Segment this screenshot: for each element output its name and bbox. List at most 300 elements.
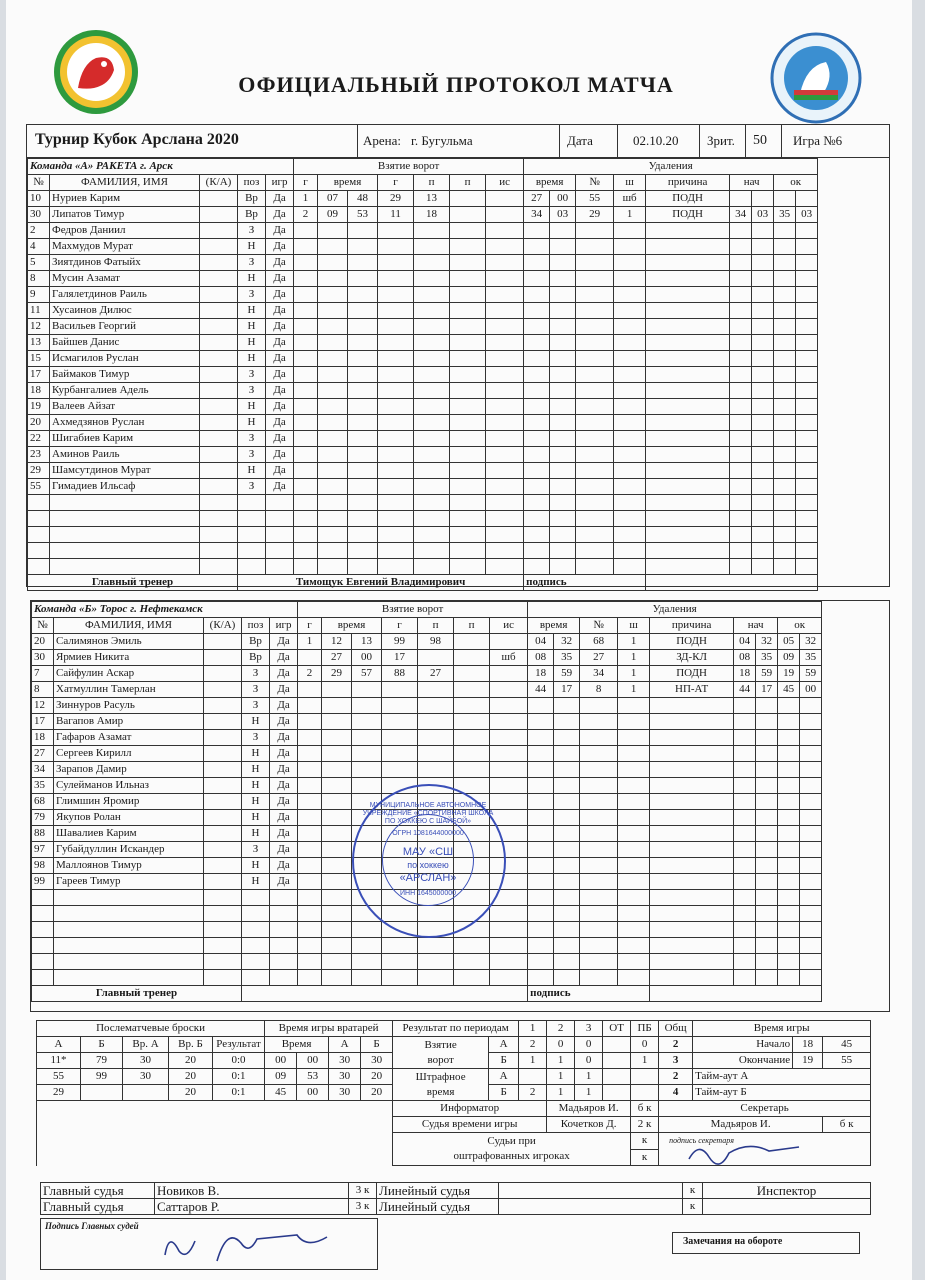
player-position: З xyxy=(242,666,270,682)
penalty-minutes xyxy=(614,511,646,527)
linesman-label-1: Линейный судья xyxy=(377,1183,499,1199)
penalty-minutes xyxy=(618,794,650,810)
goal-scorer xyxy=(378,479,414,495)
table-row xyxy=(28,319,818,335)
player-position: З xyxy=(238,223,266,239)
goal-situation xyxy=(490,778,528,794)
player-played: Да xyxy=(270,778,298,794)
table-row xyxy=(28,271,818,287)
penalty-end-sec xyxy=(800,762,822,778)
penalty-second xyxy=(554,890,580,906)
goal-assist-2 xyxy=(454,650,490,666)
penalty-end-min: 35 xyxy=(774,207,796,223)
table-row xyxy=(28,447,818,463)
periods-header: Результат по периодам xyxy=(393,1021,519,1037)
table-row xyxy=(28,255,818,271)
table-row xyxy=(28,207,818,223)
player-number: 15 xyxy=(28,351,50,367)
penalty-minutes: 1 xyxy=(618,634,650,650)
goal-assist-1 xyxy=(418,954,454,970)
table-row xyxy=(28,351,818,367)
col-captain: (К/А) xyxy=(200,175,238,191)
summary-section xyxy=(36,1020,870,1176)
penalty-start-sec xyxy=(756,794,778,810)
player-name: Зиятдинов Фатыйх xyxy=(50,255,200,271)
goal-number xyxy=(298,938,322,954)
penalty-end-min xyxy=(774,447,796,463)
player-name: Хусаинов Дилюс xyxy=(50,303,200,319)
goal-assist-2 xyxy=(454,938,490,954)
penalty-end-min xyxy=(778,762,800,778)
penalty-minutes xyxy=(614,415,646,431)
penalty-minute xyxy=(528,810,554,826)
penalty-end-min xyxy=(774,431,796,447)
penalty-start-sec xyxy=(752,431,774,447)
table-row xyxy=(28,223,818,239)
penalty-player xyxy=(576,335,614,351)
goal-situation xyxy=(490,970,528,986)
player-position: З xyxy=(242,842,270,858)
goal-situation xyxy=(486,463,524,479)
goal-scorer xyxy=(382,954,418,970)
goal-assist-2 xyxy=(454,746,490,762)
remarks-box xyxy=(672,1232,860,1254)
penalty-start-sec: 17 xyxy=(756,682,778,698)
penalty-end-min xyxy=(778,858,800,874)
penalty-player xyxy=(580,746,618,762)
penalty-end-min xyxy=(778,970,800,986)
penalty-minutes xyxy=(618,922,650,938)
player-played: Да xyxy=(270,842,298,858)
goalie-b: 20 xyxy=(361,1085,393,1101)
player-captain xyxy=(200,527,238,543)
player-captain xyxy=(204,730,242,746)
penalty-second: 59 xyxy=(554,666,580,682)
player-position: Н xyxy=(238,335,266,351)
penalty-start-min: 04 xyxy=(734,634,756,650)
penalty-second xyxy=(550,495,576,511)
penalty-end-sec: 00 xyxy=(800,682,822,698)
goalie-time-header: Время игры вратарей xyxy=(265,1021,393,1037)
start-label: Начало xyxy=(693,1037,793,1053)
penalty-end-sec xyxy=(800,890,822,906)
penalty-reason: НП-АТ xyxy=(650,682,734,698)
goal-second xyxy=(348,271,378,287)
col-position: поз xyxy=(242,618,270,634)
penalty-start-min xyxy=(730,335,752,351)
player-played xyxy=(270,922,298,938)
penalty-minute xyxy=(528,730,554,746)
penalty-second xyxy=(550,255,576,271)
penalty-minutes xyxy=(618,954,650,970)
player-played xyxy=(266,559,294,575)
goal-assist-2 xyxy=(450,415,486,431)
penalty-reason xyxy=(650,858,734,874)
player-position xyxy=(242,922,270,938)
player-captain xyxy=(200,239,238,255)
penalty-player xyxy=(576,415,614,431)
goal-second xyxy=(348,463,378,479)
penalty-minutes xyxy=(614,271,646,287)
stamp-center-3: «АРСЛАН» xyxy=(399,872,457,884)
player-played: Да xyxy=(270,650,298,666)
penalty-end-sec xyxy=(800,954,822,970)
penalty-minute xyxy=(528,970,554,986)
goal-minute xyxy=(322,970,352,986)
player-number: 34 xyxy=(32,762,54,778)
penalty-player xyxy=(576,399,614,415)
goal-second xyxy=(348,223,378,239)
penalty-minute xyxy=(524,559,550,575)
penalty-start-sec xyxy=(752,463,774,479)
goal-scorer xyxy=(378,239,414,255)
penalty-start-sec xyxy=(756,842,778,858)
player-number: 22 xyxy=(28,431,50,447)
penalty-start-sec xyxy=(752,511,774,527)
player-position: З xyxy=(238,479,266,495)
goal-minute: 12 xyxy=(322,634,352,650)
penalty-end-sec: 59 xyxy=(800,666,822,682)
penalty-start-min xyxy=(730,367,752,383)
penalty-second xyxy=(550,367,576,383)
shootout-ga: 30 xyxy=(123,1053,169,1069)
goal-second xyxy=(348,543,378,559)
col-name: ФАМИЛИЯ, ИМЯ xyxy=(54,618,204,634)
penalty-start-min xyxy=(730,255,752,271)
penalty-second xyxy=(554,954,580,970)
goalie-col-a: А xyxy=(329,1037,361,1053)
player-captain xyxy=(200,255,238,271)
player-name: Хатмуллин Тамерлан xyxy=(54,682,204,698)
goal-minute xyxy=(322,858,352,874)
player-position: Н xyxy=(238,303,266,319)
secretary-name: Мадьяров И. xyxy=(659,1117,823,1133)
col-number: № xyxy=(32,618,54,634)
player-name: Исмагилов Руслан xyxy=(50,351,200,367)
goal-assist-2 xyxy=(454,954,490,970)
player-name xyxy=(50,527,200,543)
goal-number xyxy=(298,794,322,810)
penalty-reason: ПОДН xyxy=(650,666,734,682)
penalty-second xyxy=(550,479,576,495)
player-name xyxy=(50,511,200,527)
player-name: Аминов Раиль xyxy=(50,447,200,463)
penalty-minutes: 1 xyxy=(618,666,650,682)
penalty-start-min xyxy=(734,698,756,714)
penalty-reason xyxy=(646,559,730,575)
penalty-minute xyxy=(528,714,554,730)
end-hour: 19 xyxy=(793,1053,823,1069)
goal-assist-2 xyxy=(450,255,486,271)
penalty-second xyxy=(550,335,576,351)
goal-minute xyxy=(322,682,352,698)
player-number: 12 xyxy=(32,698,54,714)
penalty-second: 00 xyxy=(550,191,576,207)
penalty-player xyxy=(576,255,614,271)
penalty-start-min xyxy=(734,874,756,890)
goal-scorer xyxy=(378,399,414,415)
goal-number xyxy=(298,810,322,826)
penalty-start-sec xyxy=(752,495,774,511)
goal-minute xyxy=(322,922,352,938)
penalty-player xyxy=(580,810,618,826)
penalty-end-sec xyxy=(796,543,818,559)
penalty-reason xyxy=(650,730,734,746)
table-row xyxy=(28,495,818,511)
player-position xyxy=(238,559,266,575)
player-position xyxy=(238,527,266,543)
penalty-end-min xyxy=(778,938,800,954)
period-3-header: 3 xyxy=(575,1021,603,1037)
player-name: Махмудов Мурат xyxy=(50,239,200,255)
goal-scorer xyxy=(382,682,418,698)
organization-stamp xyxy=(352,784,506,938)
penalty-reason xyxy=(650,906,734,922)
player-name: Сайфулин Аскар xyxy=(54,666,204,682)
penalty-end-sec xyxy=(796,223,818,239)
penalty-reason xyxy=(650,698,734,714)
goal-assist-1 xyxy=(414,383,450,399)
penalty-second xyxy=(554,778,580,794)
goal-minute xyxy=(322,810,352,826)
col-goal-time: время xyxy=(318,175,378,191)
goal-assist-2 xyxy=(450,239,486,255)
penalty-start-sec xyxy=(756,874,778,890)
goal-minute xyxy=(318,479,348,495)
goalie-min: 00 xyxy=(265,1053,297,1069)
goal-assist-2 xyxy=(450,383,486,399)
shootout-gb: 20 xyxy=(169,1053,213,1069)
goal-second xyxy=(348,399,378,415)
penalty-minutes xyxy=(614,447,646,463)
table-row xyxy=(28,479,818,495)
col-penalty-end: ок xyxy=(774,175,818,191)
penalty-end-min xyxy=(774,255,796,271)
player-captain xyxy=(200,367,238,383)
penalty-reason xyxy=(650,938,734,954)
goal-minute xyxy=(318,319,348,335)
tatarstan-emblem-icon xyxy=(52,28,140,116)
goal-situation xyxy=(490,730,528,746)
goal-assist-2 xyxy=(454,714,490,730)
shootout-result: 0:0 xyxy=(213,1053,265,1069)
penalty-end-min xyxy=(778,906,800,922)
penalty-end-sec xyxy=(796,447,818,463)
goal-number xyxy=(298,650,322,666)
player-played: Да xyxy=(266,351,294,367)
penalty-player xyxy=(576,223,614,239)
player-number xyxy=(32,970,54,986)
penalty-start-sec xyxy=(756,906,778,922)
penalty-second xyxy=(554,922,580,938)
penalty-end-min xyxy=(778,714,800,730)
player-number: 10 xyxy=(28,191,50,207)
pim-a-pb xyxy=(631,1069,659,1085)
player-name: Шавалиев Карим xyxy=(54,826,204,842)
goal-number xyxy=(298,922,322,938)
goal-situation xyxy=(486,271,524,287)
goal-second xyxy=(348,495,378,511)
team-a-sign-label: подпись xyxy=(524,575,646,591)
goal-number: 1 xyxy=(298,634,322,650)
game-number: Игра №6 xyxy=(793,133,843,148)
goal-scorer xyxy=(378,223,414,239)
goal-scorer xyxy=(378,335,414,351)
goal-minute: 29 xyxy=(322,666,352,682)
player-number: 35 xyxy=(32,778,54,794)
goalie-sec: 00 xyxy=(297,1053,329,1069)
player-captain xyxy=(204,858,242,874)
table-row xyxy=(32,746,822,762)
penalty-reason xyxy=(646,463,730,479)
pim-team-a: А xyxy=(489,1069,519,1085)
table-row xyxy=(28,239,818,255)
player-number xyxy=(32,922,54,938)
penalty-minutes xyxy=(618,730,650,746)
penalty-start-min xyxy=(730,495,752,511)
goal-assist-2 xyxy=(450,351,486,367)
period-2-header: 2 xyxy=(547,1021,575,1037)
goal-situation xyxy=(486,399,524,415)
penalty-end-min: 19 xyxy=(778,666,800,682)
penalty-second xyxy=(550,303,576,319)
goal-second xyxy=(352,698,382,714)
player-number: 5 xyxy=(28,255,50,271)
penalty-end-min xyxy=(774,543,796,559)
penalty-start-min xyxy=(730,559,752,575)
goal-scorer xyxy=(378,463,414,479)
player-name: Ярмиев Никита xyxy=(54,650,204,666)
penalty-player xyxy=(580,858,618,874)
goals-b-total: 3 xyxy=(659,1053,693,1069)
penalty-reason xyxy=(650,826,734,842)
penalty-player xyxy=(580,970,618,986)
arena-value: г. Бугульма xyxy=(411,133,473,148)
goal-number xyxy=(298,954,322,970)
player-name: Байшев Данис xyxy=(50,335,200,351)
penalty-end-min xyxy=(778,954,800,970)
col-penalty-reason: причина xyxy=(646,175,730,191)
goal-minute xyxy=(318,223,348,239)
goalie-col-time: Время xyxy=(265,1037,329,1053)
goal-second: 00 xyxy=(352,650,382,666)
player-name xyxy=(54,906,204,922)
penalty-start-sec: 59 xyxy=(756,666,778,682)
player-position xyxy=(238,511,266,527)
penalty-start-min xyxy=(734,938,756,954)
penalty-minutes xyxy=(618,714,650,730)
penalty-end-sec xyxy=(800,746,822,762)
penalty-player xyxy=(580,938,618,954)
penalty-player: 8 xyxy=(580,682,618,698)
player-captain xyxy=(200,287,238,303)
penalty-minute xyxy=(524,415,550,431)
goal-number: 1 xyxy=(294,191,318,207)
player-captain xyxy=(204,746,242,762)
goal-assist-1 xyxy=(414,367,450,383)
penalty-start-sec xyxy=(752,479,774,495)
penalty-minute xyxy=(528,954,554,970)
goal-number xyxy=(294,463,318,479)
goal-assist-1: 13 xyxy=(414,191,450,207)
penalty-start-min xyxy=(734,810,756,826)
goalie-col-b: Б xyxy=(361,1037,393,1053)
goal-scorer: 17 xyxy=(382,650,418,666)
penalty-end-sec xyxy=(796,303,818,319)
penalty-end-sec xyxy=(800,794,822,810)
goal-assist-2 xyxy=(450,399,486,415)
goal-minute xyxy=(318,367,348,383)
col-goal-number: г xyxy=(298,618,322,634)
pim-b-pb xyxy=(631,1085,659,1101)
informator-cat: б к xyxy=(631,1101,659,1117)
goals-b-pb: 1 xyxy=(631,1053,659,1069)
goal-number xyxy=(294,367,318,383)
penalty-minutes xyxy=(614,559,646,575)
goal-minute xyxy=(322,698,352,714)
goal-assist-2 xyxy=(450,271,486,287)
goal-situation xyxy=(490,714,528,730)
penalty-reason xyxy=(646,527,730,543)
penalty-end-sec xyxy=(796,319,818,335)
head-ref-signature-marks xyxy=(157,1221,357,1267)
penalty-minutes xyxy=(614,335,646,351)
penalty-player: 27 xyxy=(580,650,618,666)
date-value: 02.10.20 xyxy=(633,133,679,148)
player-name: Шигабиев Карим xyxy=(50,431,200,447)
penalty-end-sec xyxy=(796,495,818,511)
table-row xyxy=(32,970,822,986)
penalty-start-sec: 35 xyxy=(756,650,778,666)
pim-team-b: Б xyxy=(489,1085,519,1101)
goal-second xyxy=(348,383,378,399)
penalty-minutes xyxy=(618,826,650,842)
goal-scorer xyxy=(382,730,418,746)
col-penalty-player: № xyxy=(580,618,618,634)
penalty-end-sec xyxy=(796,383,818,399)
goal-assist-2 xyxy=(454,730,490,746)
table-row xyxy=(28,335,818,351)
stamp-center-1: МАУ «СШ xyxy=(402,846,454,858)
penalty-player xyxy=(576,479,614,495)
player-number xyxy=(32,890,54,906)
penalty-second xyxy=(554,730,580,746)
table-row xyxy=(32,730,822,746)
penalty-player xyxy=(576,527,614,543)
penalty-player: 34 xyxy=(580,666,618,682)
penalty-minutes xyxy=(618,842,650,858)
total-header: Общ xyxy=(659,1021,693,1037)
goal-scorer xyxy=(382,970,418,986)
penalty-minute: 27 xyxy=(524,191,550,207)
penalty-end-min xyxy=(774,415,796,431)
penalty-second xyxy=(550,447,576,463)
player-played xyxy=(270,954,298,970)
penalty-start-sec xyxy=(752,527,774,543)
goal-assist-1 xyxy=(414,303,450,319)
goal-situation xyxy=(486,335,524,351)
goal-minute xyxy=(318,415,348,431)
penalty-reason xyxy=(646,271,730,287)
player-position: Н xyxy=(242,810,270,826)
goal-situation xyxy=(486,223,524,239)
penalty-player xyxy=(576,351,614,367)
spectators-value: 50 xyxy=(753,133,767,148)
goalie-a: 30 xyxy=(329,1069,361,1085)
secretary-label: Секретарь xyxy=(659,1101,871,1117)
penalty-second xyxy=(550,463,576,479)
shootout-result: 0:1 xyxy=(213,1085,265,1101)
